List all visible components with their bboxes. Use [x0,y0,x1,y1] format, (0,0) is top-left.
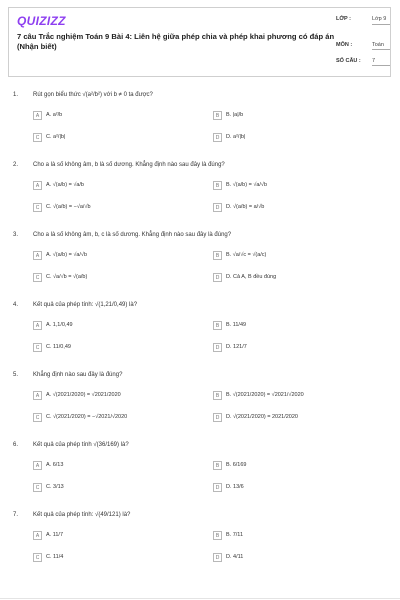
question-number: 1. [13,92,19,98]
question-number: 6. [13,442,19,448]
option-text: D. 13/6 [226,484,244,490]
option-text: C. 11/4 [46,554,64,560]
option-text: D. √(2021/2020) = 2021/2020 [226,414,298,420]
question-text: Khẳng định nào sau đây là đúng? [33,372,123,378]
option-text: B. √a/√c = √(a/c) [226,252,267,258]
option-text: D. √(a/b) = a/√b [226,204,265,210]
question-text: Rút gọn biểu thức √(a²/b²) với b ≠ 0 ta được? [33,92,153,98]
option-text: B. √(2021/2020) = √2021/√2020 [226,392,304,398]
option-letter-box[interactable]: B [213,461,222,470]
option-letter-box[interactable]: C [33,553,42,562]
option-letter-box[interactable]: C [33,343,42,352]
option-text: C. √a/√b = √(a/b) [46,274,88,280]
option-letter-box[interactable]: A [33,321,42,330]
option-text: B. 6/169 [226,462,247,468]
option-letter-box[interactable]: C [33,413,42,422]
option-text: B. √(a/b) = √a/√b [226,182,268,188]
option-text: D. Cả A, B đều đúng [226,274,277,280]
page-bottom-divider [0,598,400,599]
option-letter-box[interactable]: C [33,203,42,212]
option-letter-box[interactable]: C [33,483,42,492]
option-letter-box[interactable]: A [33,251,42,260]
worksheet-title: 7 câu Trắc nghiệm Toán 9 Bài 4: Liên hệ giữa phép chia và phép khai phương có đáp án (Nhận biết) [17,32,335,51]
option-letter-box[interactable]: B [213,251,222,260]
option-text: A. √(2021/2020) = √2021/2020 [46,392,121,398]
option-text: D. 121/7 [226,344,247,350]
option-text: B. 7/11 [226,532,244,538]
question-number: 7. [13,512,19,518]
question-text: Kết quả của phép tính: √(49/121) là? [33,512,131,518]
question-number: 4. [13,302,19,308]
option-letter-box[interactable]: D [213,553,222,562]
option-letter-box[interactable]: D [213,483,222,492]
option-letter-box[interactable]: B [213,111,222,120]
option-text: A. 1,1/0,49 [46,322,73,328]
option-text: C. √(a/b) = −√a/√b [46,204,91,210]
option-letter-box[interactable]: A [33,531,42,540]
option-text: C. √(2021/2020) = −√2021/√2020 [46,414,128,420]
lop-value: Lớp 9 [372,16,390,25]
option-letter-box[interactable]: B [213,321,222,330]
option-letter-box[interactable]: D [213,343,222,352]
option-letter-box[interactable]: B [213,531,222,540]
question-number: 2. [13,162,19,168]
option-text: A. 11/7 [46,532,64,538]
option-text: C. a²/|b| [46,134,66,140]
question-number: 3. [13,232,19,238]
option-letter-box[interactable]: C [33,133,42,142]
option-text: C. 11/0,49 [46,344,71,350]
option-text: A. 6/13 [46,462,64,468]
so-cau-label: SỐ CÂU : [336,58,361,64]
so-cau-value: 7 [372,58,390,66]
mon-label: MÔN : [336,42,353,48]
mon-value: Toán [372,42,390,50]
option-text: D. 4/11 [226,554,244,560]
option-text: A. a²/b [46,112,63,118]
question-text: Cho a là số không âm, b, c là số dương. Khẳng định nào sau đây là đúng? [33,232,232,238]
option-letter-box[interactable]: B [213,391,222,400]
option-text: D. a²/|b| [226,134,246,140]
option-letter-box[interactable]: D [213,203,222,212]
worksheet-header [8,7,391,77]
option-letter-box[interactable]: A [33,181,42,190]
option-letter-box[interactable]: B [213,181,222,190]
option-text: B. 11/49 [226,322,247,328]
option-letter-box[interactable]: A [33,391,42,400]
question-text: Kết quả của phép tính √(36/169) là? [33,442,129,448]
meta-panel [336,8,392,76]
option-letter-box[interactable]: A [33,461,42,470]
option-text: A. √(a/b) = √a/b [46,182,84,188]
question-number: 5. [13,372,19,378]
option-letter-box[interactable]: D [213,273,222,282]
option-letter-box[interactable]: C [33,273,42,282]
question-text: Kết quả của phép tính: √(1,21/0,49) là? [33,302,138,308]
option-letter-box[interactable]: D [213,413,222,422]
lop-label: LỚP : [336,16,351,22]
question-text: Cho a là số không âm, b là số dương. Khẳng định nào sau đây là đúng? [33,162,225,168]
quizizz-logo: QUIZIZZ [17,14,66,28]
option-letter-box[interactable]: A [33,111,42,120]
option-text: A. √(a/b) = √a/√b [46,252,88,258]
option-text: C. 3/13 [46,484,64,490]
option-letter-box[interactable]: D [213,133,222,142]
option-text: B. |a|/b [226,112,244,118]
